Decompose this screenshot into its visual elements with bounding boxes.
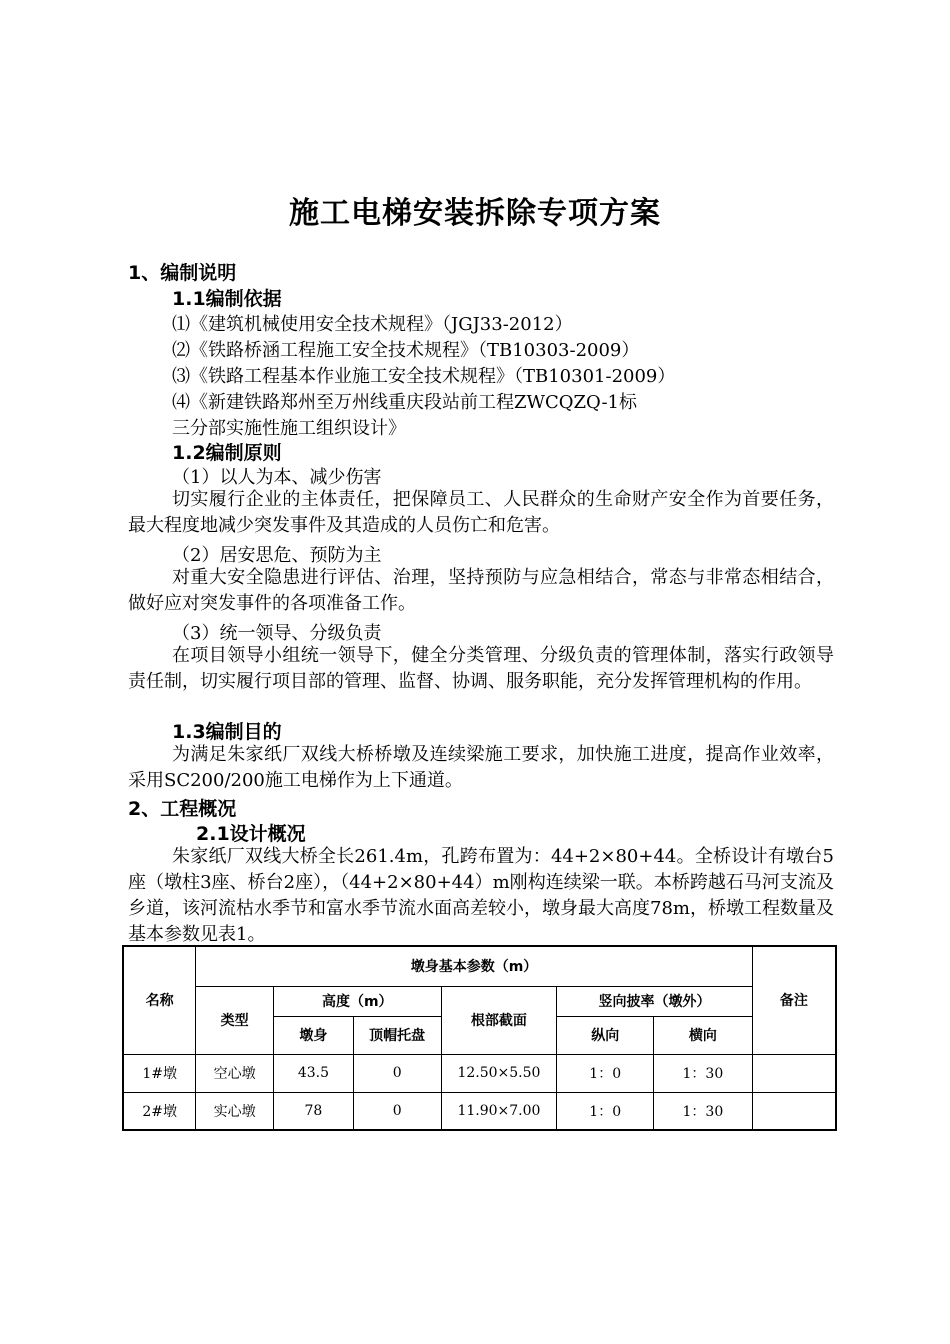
header-height: 高度（m） <box>274 986 441 1016</box>
section-1-1-heading: 1.1编制依据 <box>172 288 282 310</box>
cell-cap: 0 <box>353 1092 441 1130</box>
purpose-text: 为满足朱家纸厂双线大桥桥墩及连续梁施工要求，加快施工进度，提高作业效率，采用SC200/200施工电梯作为上下通道。 <box>128 744 834 791</box>
section-1-2-heading: 1.2编制原则 <box>172 442 282 464</box>
principle-title: （3）统一领导、分级负责 <box>172 623 382 644</box>
header-root-section: 根部截面 <box>441 986 557 1054</box>
design-overview-text: 朱家纸厂双线大桥全长261.4m，孔跨布置为：44+2×80+44。全桥设计有墩台5座（墩柱3座、桥台2座），（44+2×80+44）m刚构连续梁一联。本桥跨越石马河支流及乡道，该河流枯水季节和富水季节流水面高差较小，墩身最大高度78m，桥墩工程数量及基本参数见表1。 <box>128 846 834 945</box>
header-name: 名称 <box>123 946 196 1054</box>
header-cap: 顶帽托盘 <box>353 1016 441 1054</box>
cell-root: 12.50×5.50 <box>441 1054 557 1092</box>
cell-type: 空心墩 <box>196 1054 274 1092</box>
pier-parameters-table <box>122 945 837 1131</box>
cell-cap: 0 <box>353 1054 441 1092</box>
basis-item: 三分部实施性施工组织设计》 <box>172 418 406 439</box>
section-1-heading: 1、编制说明 <box>128 262 237 284</box>
section-1-3-heading: 1.3编制目的 <box>172 721 282 743</box>
cell-type: 实心墩 <box>196 1092 274 1130</box>
cell-note <box>752 1092 836 1130</box>
cell-trans: 1：30 <box>654 1092 753 1130</box>
basis-item: ⑶《铁路工程基本作业施工安全技术规程》（TB10301-2009） <box>172 366 676 387</box>
cell-long: 1：0 <box>557 1054 654 1092</box>
principle-text: 在项目领导小组统一领导下，健全分类管理、分级负责的管理体制，落实行政领导责任制，切实履行项目部的管理、监督、协调、服务职能，充分发挥管理机构的作用。 <box>128 645 834 692</box>
principle-title: （1）以人为本、减少伤害 <box>172 467 382 488</box>
cell-name: 1#墩 <box>123 1054 196 1092</box>
header-transverse: 横向 <box>654 1016 753 1054</box>
cell-name: 2#墩 <box>123 1092 196 1130</box>
header-longitudinal: 纵向 <box>557 1016 654 1054</box>
principle-text: 对重大安全隐患进行评估、治理，坚持预防与应急相结合，常态与非常态相结合，做好应对突发事件的各项准备工作。 <box>128 567 834 614</box>
cell-long: 1：0 <box>557 1092 654 1130</box>
table-row <box>123 1092 836 1130</box>
cell-body: 78 <box>274 1092 354 1130</box>
table-row <box>123 1054 836 1092</box>
header-note: 备注 <box>752 946 836 1054</box>
section-2-heading: 2、工程概况 <box>128 798 237 820</box>
header-slope: 竖向披率（墩外） <box>557 986 752 1016</box>
principle-title: （2）居安思危、预防为主 <box>172 545 382 566</box>
cell-note <box>752 1054 836 1092</box>
basis-item: ⑵《铁路桥涵工程施工安全技术规程》（TB10303-2009） <box>172 340 640 361</box>
cell-trans: 1：30 <box>654 1054 753 1092</box>
cell-body: 43.5 <box>274 1054 354 1092</box>
header-pier-body: 墩身 <box>274 1016 354 1054</box>
basis-item: ⑴《建筑机械使用安全技术规程》（JGJ33-2012） <box>172 314 573 335</box>
basis-item: ⑷《新建铁路郑州至万州线重庆段站前工程ZWCQZQ-1标 <box>172 392 637 413</box>
section-2-1-heading: 2.1设计概况 <box>196 823 306 845</box>
cell-root: 11.90×7.00 <box>441 1092 557 1130</box>
document-title: 施工电梯安装拆除专项方案 <box>289 196 661 231</box>
header-pier-params: 墩身基本参数（m） <box>196 946 752 986</box>
principle-text: 切实履行企业的主体责任，把保障员工、人民群众的生命财产安全作为首要任务，最大程度地减少突发事件及其造成的人员伤亡和危害。 <box>128 489 834 536</box>
header-type: 类型 <box>196 986 274 1054</box>
